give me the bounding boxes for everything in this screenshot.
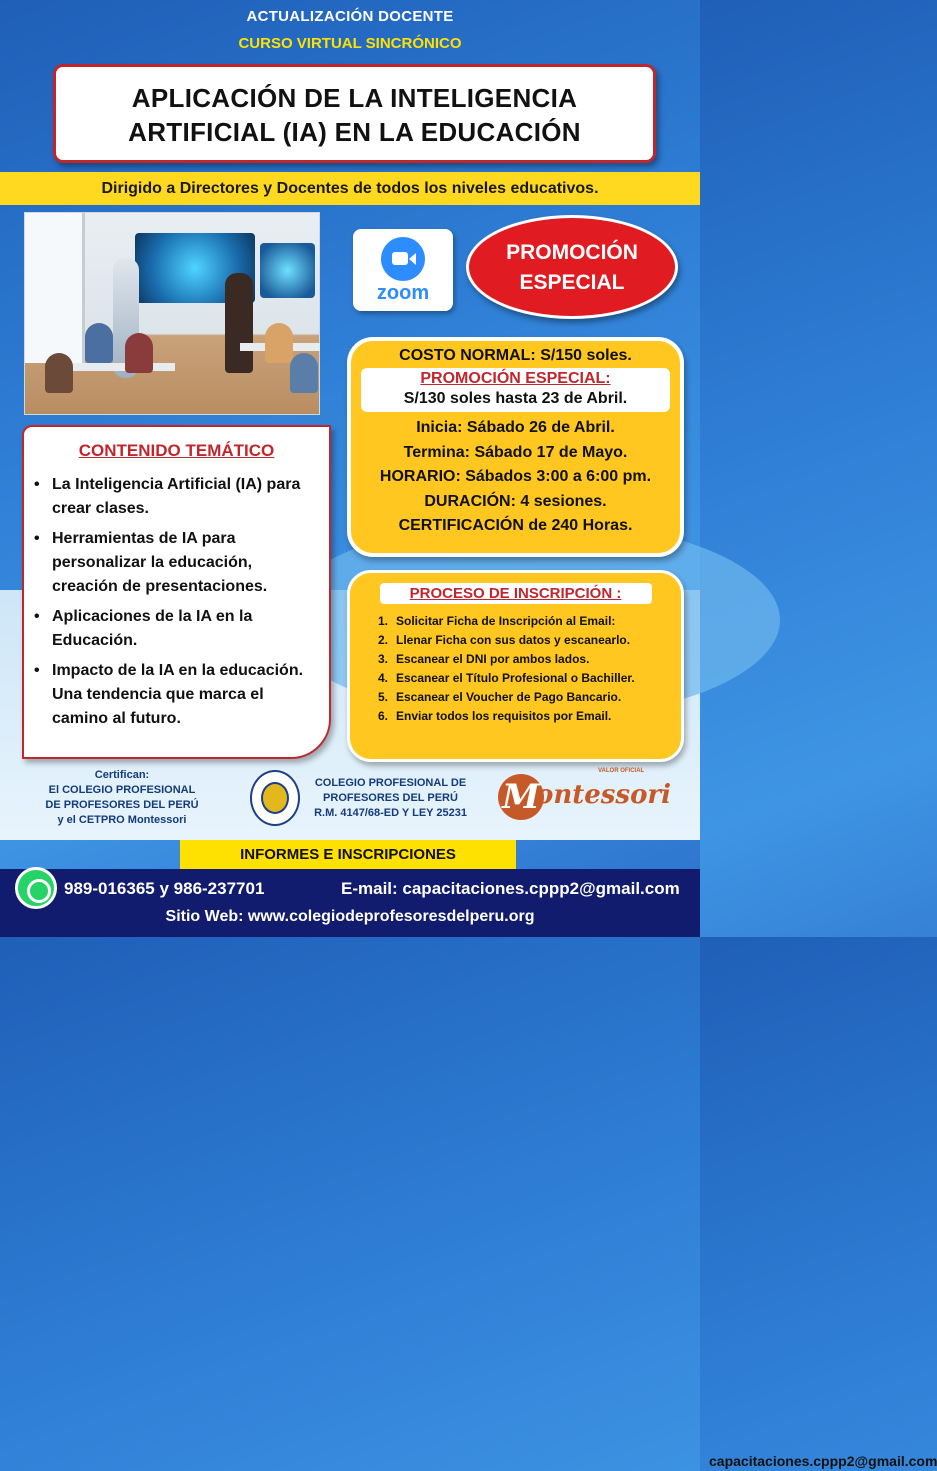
informes-banner: INFORMES E INSCRIPCIONES	[180, 840, 516, 870]
registration-process-title: PROCESO DE INSCRIPCIÓN :	[380, 583, 652, 604]
digital-screen-2	[260, 243, 315, 298]
promotion-badge-line-1: PROMOCIÓN	[506, 241, 638, 264]
zoom-wordmark: zoom	[376, 282, 430, 304]
certifiers-line: Certifican:	[94, 769, 150, 781]
promo-price-panel	[361, 368, 670, 412]
website-link[interactable]: Sitio Web: www.colegiodeprofesoresdelperu.org	[165, 908, 535, 925]
colegio-line: COLEGIO PROFESIONAL DE	[314, 777, 467, 789]
promo-price-title: PROMOCIÓN ESPECIAL:	[420, 370, 611, 387]
header-line-1: ACTUALIZACIÓN DOCENTE	[246, 8, 454, 25]
montessori-logo: VALOR OFICIAL M ontessori	[498, 772, 668, 826]
registration-step: 5. Escanear el Voucher de Pago Bancario.	[378, 690, 622, 704]
registration-step: 3. Escanear el DNI por ambos lados.	[378, 652, 590, 666]
topic-item: • Impacto de la IA en la educación. Una tendencia que marca el camino al futuro.	[34, 659, 319, 731]
normal-cost: COSTO NORMAL: S/150 soles.	[399, 347, 632, 364]
student-figure	[290, 353, 318, 393]
certifiers-line: DE PROFESORES DEL PERÚ	[45, 799, 199, 811]
cost-schedule-box	[347, 337, 684, 557]
topic-item: • Herramientas de IA para personalizar la educación, creación de presentaciones.	[34, 527, 319, 599]
promo-price-value: S/130 soles hasta 23 de Abril.	[403, 390, 628, 407]
zoom-camera-icon	[381, 237, 425, 281]
certifiers-text	[32, 768, 212, 828]
topic-item: • La Inteligencia Artificial (IA) para crear clases.	[34, 473, 319, 521]
student-figure	[125, 333, 153, 373]
desk	[65, 363, 175, 371]
end-date: Termina: Sábado 17 de Mayo.	[403, 443, 628, 461]
certifiers-line: El COLEGIO PROFESIONAL	[48, 784, 196, 796]
registration-email[interactable]: capacitaciones.cppp2@gmail.com	[709, 1453, 937, 1469]
registration-step: 6. Enviar todos los requisitos por Email.	[378, 709, 612, 723]
registration-step: 1. Solicitar Ficha de Inscripción al Email:	[378, 614, 616, 628]
teacher-figure	[225, 273, 253, 373]
phone-numbers[interactable]: 989-016365 y 986-237701	[64, 879, 265, 898]
audience-banner: Dirigido a Directores y Docentes de todos los niveles educativos.	[0, 172, 700, 205]
registration-step: 2. Llenar Ficha con sus datos y escanearlo.	[378, 633, 631, 647]
course-title-line-1: APLICACIÓN DE LA INTELIGENCIA	[131, 83, 578, 113]
certification-hours: CERTIFICACIÓN de 240 Horas.	[398, 517, 633, 534]
promotion-badge-line-2: ESPECIAL	[519, 271, 625, 294]
contact-email[interactable]: E-mail: capacitaciones.cppp2@gmail.com	[341, 879, 680, 898]
student-figure	[85, 323, 113, 363]
student-figure	[45, 353, 73, 393]
colegio-seal-icon	[250, 770, 300, 826]
zoom-logo-card	[353, 229, 453, 311]
duration: DURACIÓN: 4 sesiones.	[424, 492, 607, 510]
registration-step: 4. Escanear el Título Profesional o Bachiller.	[378, 671, 635, 685]
whatsapp-icon[interactable]	[15, 867, 57, 909]
topic-item: • Aplicaciones de la IA en la Educación.	[34, 605, 319, 653]
schedule: HORARIO: Sábados 3:00 a 6:00 pm.	[379, 468, 652, 485]
certifiers-line: y el CETPRO Montessori	[57, 814, 187, 826]
start-date: Inicia: Sábado 26 de Abril.	[416, 419, 615, 436]
colegio-info	[303, 776, 478, 821]
course-title-box	[53, 64, 656, 163]
header-line-2: CURSO VIRTUAL SINCRÓNICO	[238, 35, 462, 52]
content-topics-box	[22, 425, 331, 759]
content-topics-title: CONTENIDO TEMÁTICO	[78, 441, 275, 460]
window-shape	[25, 213, 85, 363]
student-figure	[265, 323, 293, 363]
colegio-line: R.M. 4147/68-ED Y LEY 25231	[314, 807, 467, 819]
course-title-line-2: ARTIFICIAL (IA) EN LA EDUCACIÓN	[128, 117, 581, 147]
topics-list	[34, 473, 319, 731]
promotion-badge	[466, 215, 678, 319]
classroom-photo	[24, 212, 320, 415]
colegio-line: PROFESORES DEL PERÚ	[323, 792, 458, 804]
